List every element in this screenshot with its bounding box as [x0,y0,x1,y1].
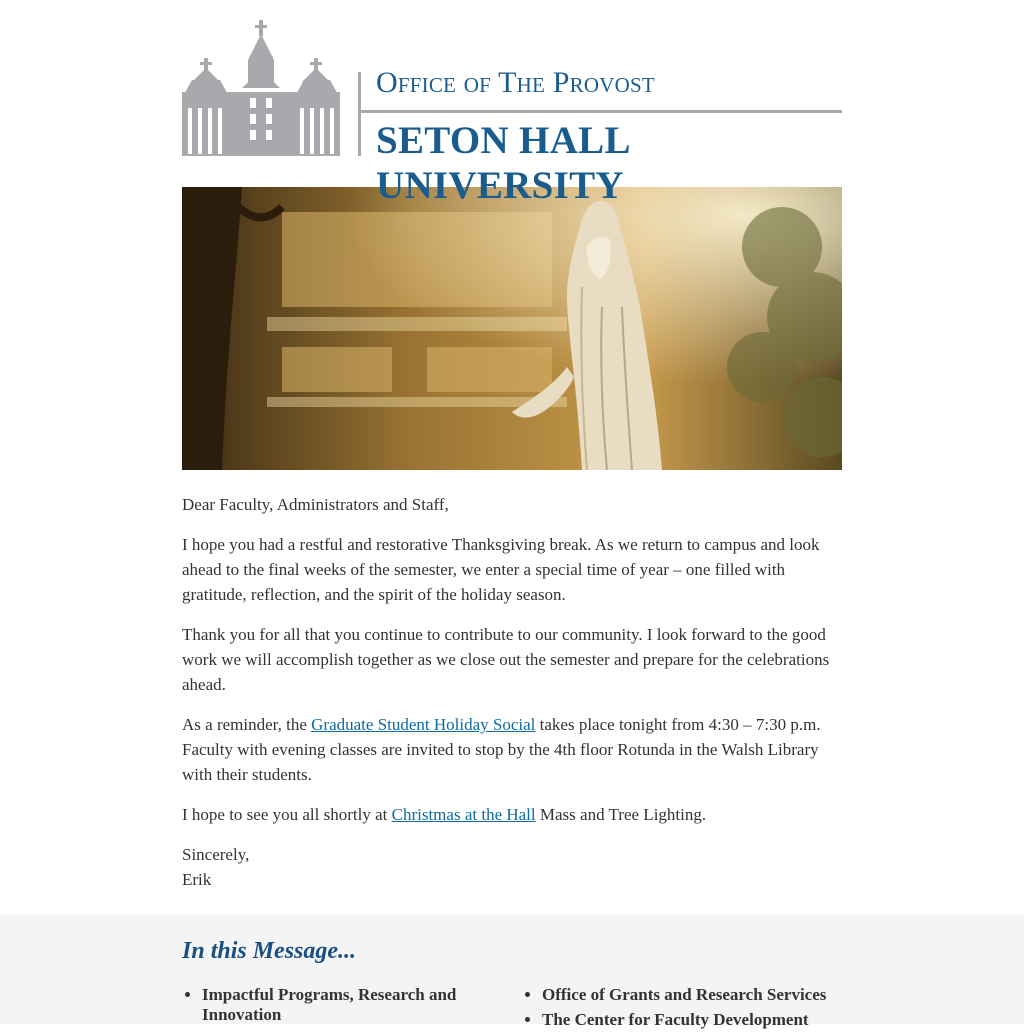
email-body [182,0,842,892]
christmas-at-the-hall-link[interactable]: Christmas at the Hall [391,805,536,824]
paragraph-3-before: As a reminder, the [182,715,312,734]
graduate-student-holiday-social-link[interactable]: Graduate Student Holiday Social [311,715,536,734]
hero-statue-image [182,187,842,470]
toc-item[interactable]: • Office of Grants and Research Services [542,985,862,1005]
logo-divider [358,72,361,156]
toc-list-right [522,985,862,1035]
paragraph-3 [182,712,842,787]
logo-rule [360,110,842,113]
paragraph-2: Thank you for all that you continue to contribute to our community. I look forward to the good work we will accomplish together as we close out the semester and prepare for the celebrations ahead. [182,625,830,694]
greeting: Dear Faculty, Administrators and Staff, [182,495,449,514]
toc-section [0,915,1024,1024]
signature-block [182,842,842,892]
paragraph-1: I hope you had a restful and restorative Thanksgiving break. As we return to campus and look ahead to the final weeks of the semester, we enter a special time of year – one filled with gratitude, reflection, and the spirit of the holiday season. [182,535,820,604]
signature: Erik [182,870,212,889]
paragraph-4-after: Mass and Tree Lighting. [535,805,707,824]
letter-content [182,470,842,892]
paragraph-4-before: I hope to see you all shortly at [182,805,392,824]
toc-list-left [182,985,502,1030]
university-chapel-logo-icon [182,18,342,158]
logo-subtitle: Office of The Provost [376,66,655,99]
logo-title: SETON HALL UNIVERSITY [376,119,629,207]
paragraph-4 [182,802,842,827]
toc-item[interactable]: • The Center for Faculty Development [542,1010,862,1030]
toc-item[interactable]: • Impactful Programs, Research and Innovation [202,985,502,1025]
closing: Sincerely, [182,845,250,864]
toc-title: In this Message... [182,938,357,964]
header [182,0,842,207]
paragraph-3-after: takes place tonight from 4:30 – 7:30 p.m. Faculty with evening classes are invited to stop by the 4th floor Rotunda in the Walsh Library with their students. [182,715,821,784]
